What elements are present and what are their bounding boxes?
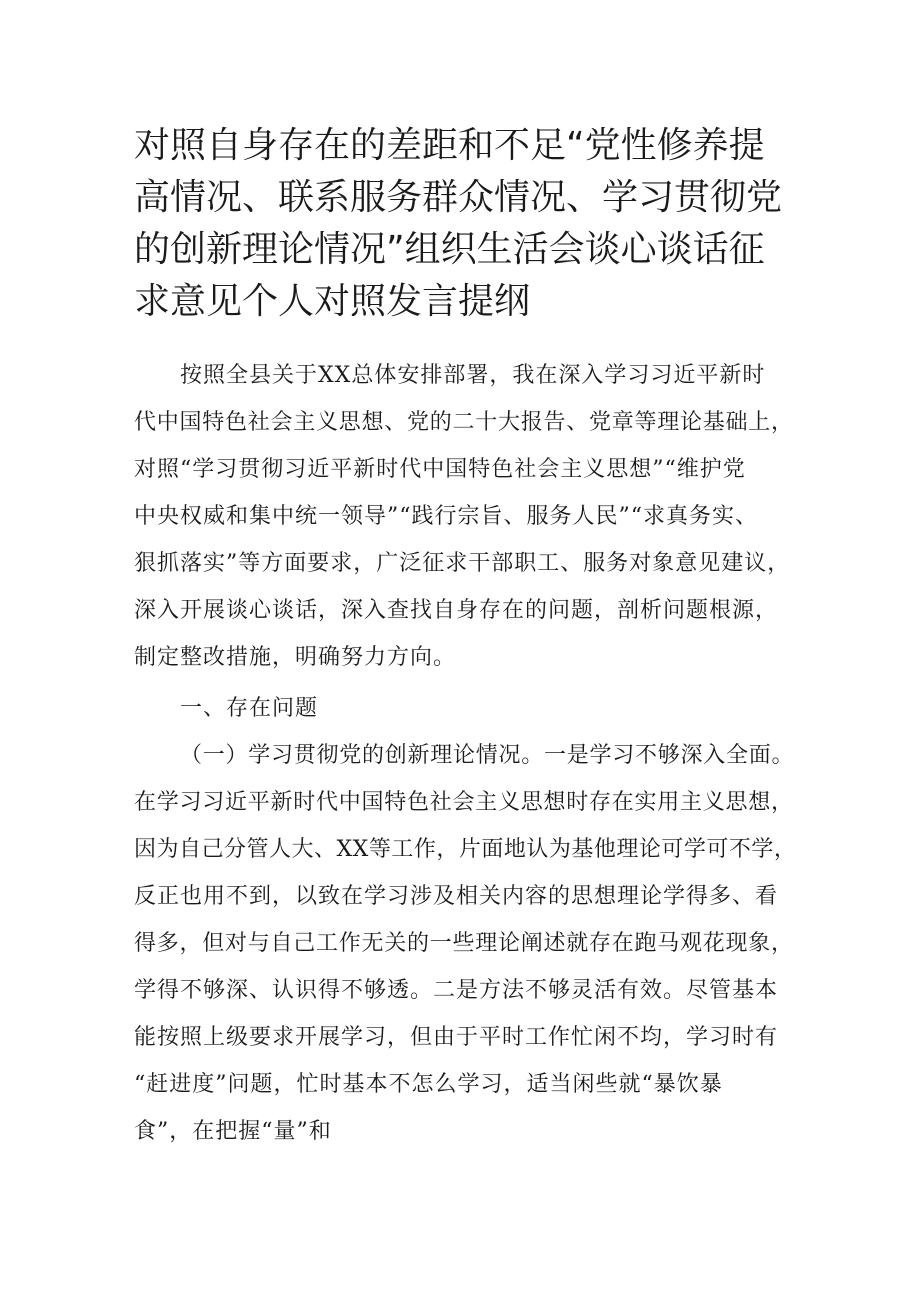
- paragraph-line: 制定整改措施，明确努力方向。: [134, 645, 457, 670]
- paragraph-line: 食”，在把握“量”和: [134, 1119, 332, 1144]
- title-line-2: 高情况、联系服务群众情况、学习贯彻党: [134, 177, 783, 218]
- paragraph-line: 代中国特色社会主义思想、党的二十大报告、党章等理论基础上，: [134, 410, 794, 435]
- paragraph-line: 对照“学习贯彻习近平新时代中国特色社会主义思想”“维护党: [134, 457, 746, 482]
- title-line-4: 求意见个人对照发言提纲: [134, 281, 531, 322]
- paragraph-line: 因为自己分管人大、XX等工作，片面地认为基他理论可学可不学，: [134, 837, 797, 862]
- intro-paragraph: [134, 352, 800, 681]
- paragraph-line: 深入开展谈心谈话，深入查找自身存在的问题，剖析问题根源，: [134, 598, 779, 623]
- paragraph-line: 按照全县关于XX总体安排部署，我在深入学习习近平新时: [180, 363, 766, 388]
- section-paragraph: [134, 732, 800, 1155]
- title-line-1: 对照自身存在的差距和不足“党性修养提: [134, 125, 765, 166]
- paragraph-line: 反正也用不到，以致在学习涉及相关内容的思想理论学得多、看: [134, 884, 779, 909]
- paragraph-line: 能按照上级要求开展学习，但由于平时工作忙闲不均，学习时有: [134, 1025, 779, 1050]
- paragraph-line: “赶进度”问题，忙时基本不怎么学习，适当闲些就“暴饮暴: [134, 1072, 723, 1097]
- paragraph-line: 得多，但对与自己工作无关的一些理论阐述就存在跑马观花现象，: [134, 931, 794, 956]
- paragraph-line: 中央权威和集中统一领导”“践行宗旨、服务人民”“求真务实、: [134, 504, 758, 529]
- section-heading-text: 一、存在问题: [180, 696, 319, 721]
- section-heading: [134, 685, 800, 732]
- document-title: [134, 120, 794, 328]
- paragraph-line: 学得不够深、认识得不够透。二是方法不够灵活有效。尽管基本: [134, 978, 779, 1003]
- paragraph-line: 在学习习近平新时代中国特色社会主义思想时存在实用主义思想，: [134, 790, 794, 815]
- paragraph-line: （一）学习贯彻党的创新理论情况。一是学习不够深入全面。: [180, 743, 795, 768]
- title-line-3: 的创新理论情况”组织生活会谈心谈话征: [134, 229, 765, 270]
- paragraph-line: 狠抓落实”等方面要求，广泛征求干部职工、服务对象意见建议，: [134, 551, 791, 576]
